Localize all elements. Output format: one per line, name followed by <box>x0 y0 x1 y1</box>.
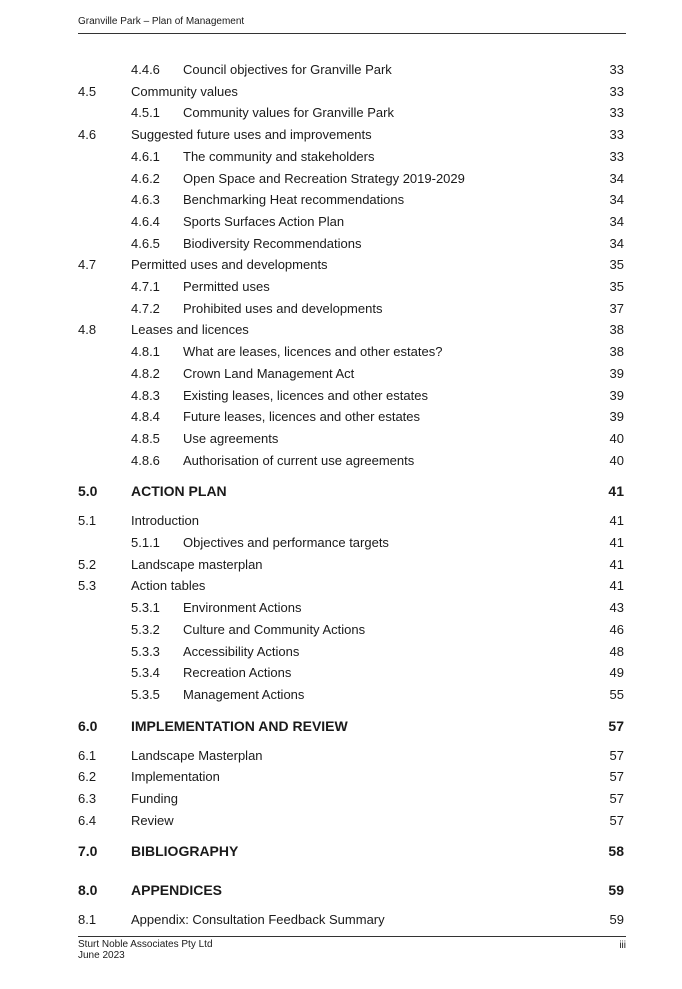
toc-entry-title: BIBLIOGRAPHY <box>131 843 239 860</box>
toc-entry-number: 6.4 <box>78 812 97 828</box>
page-footer <box>78 936 626 961</box>
toc-entry-row[interactable] <box>0 554 682 576</box>
footer-company: Sturt Noble Associates Pty Ltd <box>78 939 213 950</box>
toc-entry-page: 41 <box>609 513 624 529</box>
toc-entry-title: APPENDICES <box>131 882 223 899</box>
toc-entry-title: Accessibility Actions <box>183 643 300 659</box>
toc-entry-row[interactable] <box>0 641 682 663</box>
toc-entry-number: 8.1 <box>78 912 97 928</box>
toc-entry-row[interactable] <box>0 59 682 81</box>
document-title: Granville Park – Plan of Management <box>78 16 245 27</box>
toc-entry-title: Landscape masterplan <box>131 556 263 572</box>
toc-entry-number: 4.8.2 <box>131 365 160 381</box>
toc-entry-title: Sports Surfaces Action Plan <box>183 213 345 229</box>
toc-entry-title: Community values <box>131 83 238 99</box>
toc-entry-page: 59 <box>608 882 624 899</box>
toc-entry-title: Permitted uses and developments <box>131 257 328 273</box>
toc-entry-title: Review <box>131 812 174 828</box>
toc-entry-title: Existing leases, licences and other estates <box>183 387 428 403</box>
toc-entry-page: 39 <box>609 365 624 381</box>
footer-page-number: iii <box>619 940 626 951</box>
toc-entry-number: 5.1 <box>78 513 97 529</box>
toc-entry-page: 57 <box>609 769 624 785</box>
page-header <box>78 14 626 34</box>
toc-entry-number: 5.3.4 <box>131 665 160 681</box>
toc-entry-title: Community values for Granville Park <box>183 105 394 121</box>
toc-entry-row[interactable] <box>0 146 682 168</box>
toc-entry-row[interactable] <box>0 254 682 276</box>
toc-entry-title: The community and stakeholders <box>183 148 375 164</box>
toc-entry-page: 41 <box>609 578 624 594</box>
toc-entry-row[interactable] <box>0 532 682 554</box>
toc-entry-title: Crown Land Management Act <box>183 365 355 381</box>
toc-entry-title: Introduction <box>131 513 199 529</box>
toc-entry-title: Council objectives for Granville Park <box>183 62 392 77</box>
toc-entry-row[interactable] <box>0 745 682 767</box>
toc-entry-title: ACTION PLAN <box>131 483 227 500</box>
toc-entry-title: Environment Actions <box>183 600 302 616</box>
toc-entry-title: Implementation <box>131 769 220 785</box>
toc-entry-row[interactable] <box>0 597 682 619</box>
toc-entry-page: 35 <box>609 279 624 294</box>
toc-entry-number: 5.2 <box>78 556 97 572</box>
toc-entry-row[interactable] <box>0 211 682 233</box>
toc-entry-row[interactable] <box>0 909 682 931</box>
toc-entry-page: 49 <box>609 665 624 681</box>
toc-entry-number: 4.6.3 <box>131 192 160 208</box>
toc-entry-row[interactable] <box>0 102 682 124</box>
toc-chapter-row[interactable] <box>0 840 682 862</box>
toc-entry-page: 57 <box>609 747 624 763</box>
toc-entry-row[interactable] <box>0 233 682 255</box>
toc-entry-title: Prohibited uses and developments <box>183 300 383 316</box>
toc-entry-page: 48 <box>609 643 624 659</box>
toc-entry-page: 33 <box>609 62 624 77</box>
toc-entry-row[interactable] <box>0 810 682 832</box>
toc-entry-row[interactable] <box>0 276 682 298</box>
toc-entry-number: 5.3.5 <box>131 686 160 702</box>
toc-entry-row[interactable] <box>0 168 682 190</box>
toc-entry-row[interactable] <box>0 124 682 146</box>
toc-entry-row[interactable] <box>0 619 682 641</box>
toc-entry-number: 4.5 <box>78 83 97 99</box>
toc-entry-page: 41 <box>609 535 624 550</box>
toc-entry-row[interactable] <box>0 788 682 810</box>
toc-entry-page: 34 <box>609 170 624 186</box>
toc-entry-number: 4.8.5 <box>131 430 160 446</box>
toc-entry-page: 57 <box>608 717 624 734</box>
toc-entry-row[interactable] <box>0 766 682 788</box>
toc-entry-number: 4.8.3 <box>131 387 160 403</box>
toc-entry-number: 4.7 <box>78 257 97 273</box>
toc-entry-number: 6.2 <box>78 769 97 785</box>
toc-entry-number: 4.6.4 <box>131 213 160 229</box>
toc-entry-row[interactable] <box>0 450 682 472</box>
toc-entry-page: 59 <box>609 912 624 928</box>
toc-entry-number: 4.6 <box>78 127 97 143</box>
toc-entry-page: 57 <box>609 812 624 828</box>
toc-entry-page: 33 <box>609 148 624 164</box>
toc-entry-number: 5.3.1 <box>131 600 160 616</box>
toc-chapter-row[interactable] <box>0 480 682 502</box>
toc-entry-page: 37 <box>609 300 624 316</box>
toc-entry-page: 41 <box>609 556 624 572</box>
toc-entry-row[interactable] <box>0 363 682 385</box>
toc-entry-title: Funding <box>131 791 178 806</box>
toc-entry-number: 4.7.2 <box>131 300 160 316</box>
toc-entry-title: Benchmarking Heat recommendations <box>183 192 405 208</box>
toc-entry-number: 5.3.2 <box>131 621 160 637</box>
toc-entry-number: 4.6.5 <box>131 235 160 251</box>
toc-entry-page: 40 <box>609 430 624 446</box>
toc-entry-title: Management Actions <box>183 686 305 702</box>
toc-entry-page: 33 <box>609 105 624 121</box>
toc-entry-page: 41 <box>608 483 624 500</box>
toc-entry-number: 6.1 <box>78 747 97 763</box>
toc-entry-row[interactable] <box>0 189 682 211</box>
toc-entry-page: 38 <box>609 344 624 360</box>
toc-entry-number: 5.1.1 <box>131 535 160 550</box>
toc-entry-page: 58 <box>608 843 624 860</box>
toc-entry-page: 39 <box>609 387 624 403</box>
toc-entry-page: 34 <box>609 235 624 251</box>
toc-entry-page: 34 <box>609 213 624 229</box>
toc-entry-page: 33 <box>609 127 624 143</box>
toc-entry-number: 6.0 <box>78 717 98 734</box>
toc-entry-title: Objectives and performance targets <box>183 535 389 550</box>
toc-entry-page: 40 <box>609 452 624 468</box>
toc-chapter-row[interactable] <box>0 879 682 901</box>
toc-entry-number: 4.8.6 <box>131 452 160 468</box>
toc-entry-page: 55 <box>609 686 624 702</box>
toc-entry-title: Permitted uses <box>183 279 270 294</box>
toc-entry-number: 4.8.1 <box>131 344 160 360</box>
toc-chapter-row[interactable] <box>0 715 682 737</box>
toc-entry-row[interactable] <box>0 341 682 363</box>
toc-entry-number: 7.0 <box>78 843 98 860</box>
toc-entry-title: Culture and Community Actions <box>183 621 366 637</box>
toc-entry-number: 5.0 <box>78 483 98 500</box>
toc-entry-page: 33 <box>609 83 624 99</box>
toc-entry-page: 38 <box>609 322 624 338</box>
toc-entry-title: Biodiversity Recommendations <box>183 235 362 251</box>
toc-entry-row[interactable] <box>0 406 682 428</box>
toc-entry-title: What are leases, licences and other estates? <box>183 344 443 360</box>
toc-entry-title: Open Space and Recreation Strategy 2019-2029 <box>183 170 465 186</box>
toc-entry-number: 4.7.1 <box>131 279 160 294</box>
toc-entry-row[interactable] <box>0 662 682 684</box>
toc-entry-title: Landscape Masterplan <box>131 747 263 763</box>
toc-entry-row[interactable] <box>0 684 682 706</box>
toc-entry-title: Future leases, licences and other estates <box>183 409 421 425</box>
toc-entry-row[interactable] <box>0 428 682 450</box>
toc-entry-page: 35 <box>609 257 624 273</box>
toc-entry-number: 4.6.2 <box>131 170 160 186</box>
toc-entry-row[interactable] <box>0 575 682 597</box>
toc-entry-title: Action tables <box>131 578 206 594</box>
toc-entry-number: 4.8 <box>78 322 97 338</box>
toc-entry-title: Authorisation of current use agreements <box>183 452 415 468</box>
toc-entry-number: 6.3 <box>78 791 97 806</box>
toc-entry-title: Appendix: Consultation Feedback Summary <box>131 912 385 928</box>
toc-entry-row[interactable] <box>0 319 682 341</box>
toc-entry-title: Use agreements <box>183 430 279 446</box>
toc-entry-page: 39 <box>609 409 624 425</box>
toc-entry-row[interactable] <box>0 510 682 532</box>
footer-date: June 2023 <box>78 950 125 961</box>
toc-entry-title: Leases and licences <box>131 322 249 338</box>
toc-entry-number: 4.4.6 <box>131 62 160 77</box>
toc-entry-number: 4.5.1 <box>131 105 160 121</box>
toc-entry-number: 5.3.3 <box>131 643 160 659</box>
toc-entry-title: Suggested future uses and improvements <box>131 127 372 143</box>
toc-entry-page: 46 <box>609 621 624 637</box>
toc-entry-number: 4.6.1 <box>131 148 160 164</box>
toc-entry-page: 57 <box>609 791 624 806</box>
toc-entry-row[interactable] <box>0 81 682 103</box>
toc-entry-title: Recreation Actions <box>183 665 292 681</box>
toc-entry-number: 4.8.4 <box>131 409 160 425</box>
toc-entry-row[interactable] <box>0 385 682 407</box>
toc-entry-page: 43 <box>609 600 624 616</box>
toc-entry-title: IMPLEMENTATION AND REVIEW <box>131 717 348 734</box>
toc-entry-number: 8.0 <box>78 882 98 899</box>
toc-entry-number: 5.3 <box>78 578 97 594</box>
toc-entry-page: 34 <box>609 192 624 208</box>
toc-entry-row[interactable] <box>0 298 682 320</box>
